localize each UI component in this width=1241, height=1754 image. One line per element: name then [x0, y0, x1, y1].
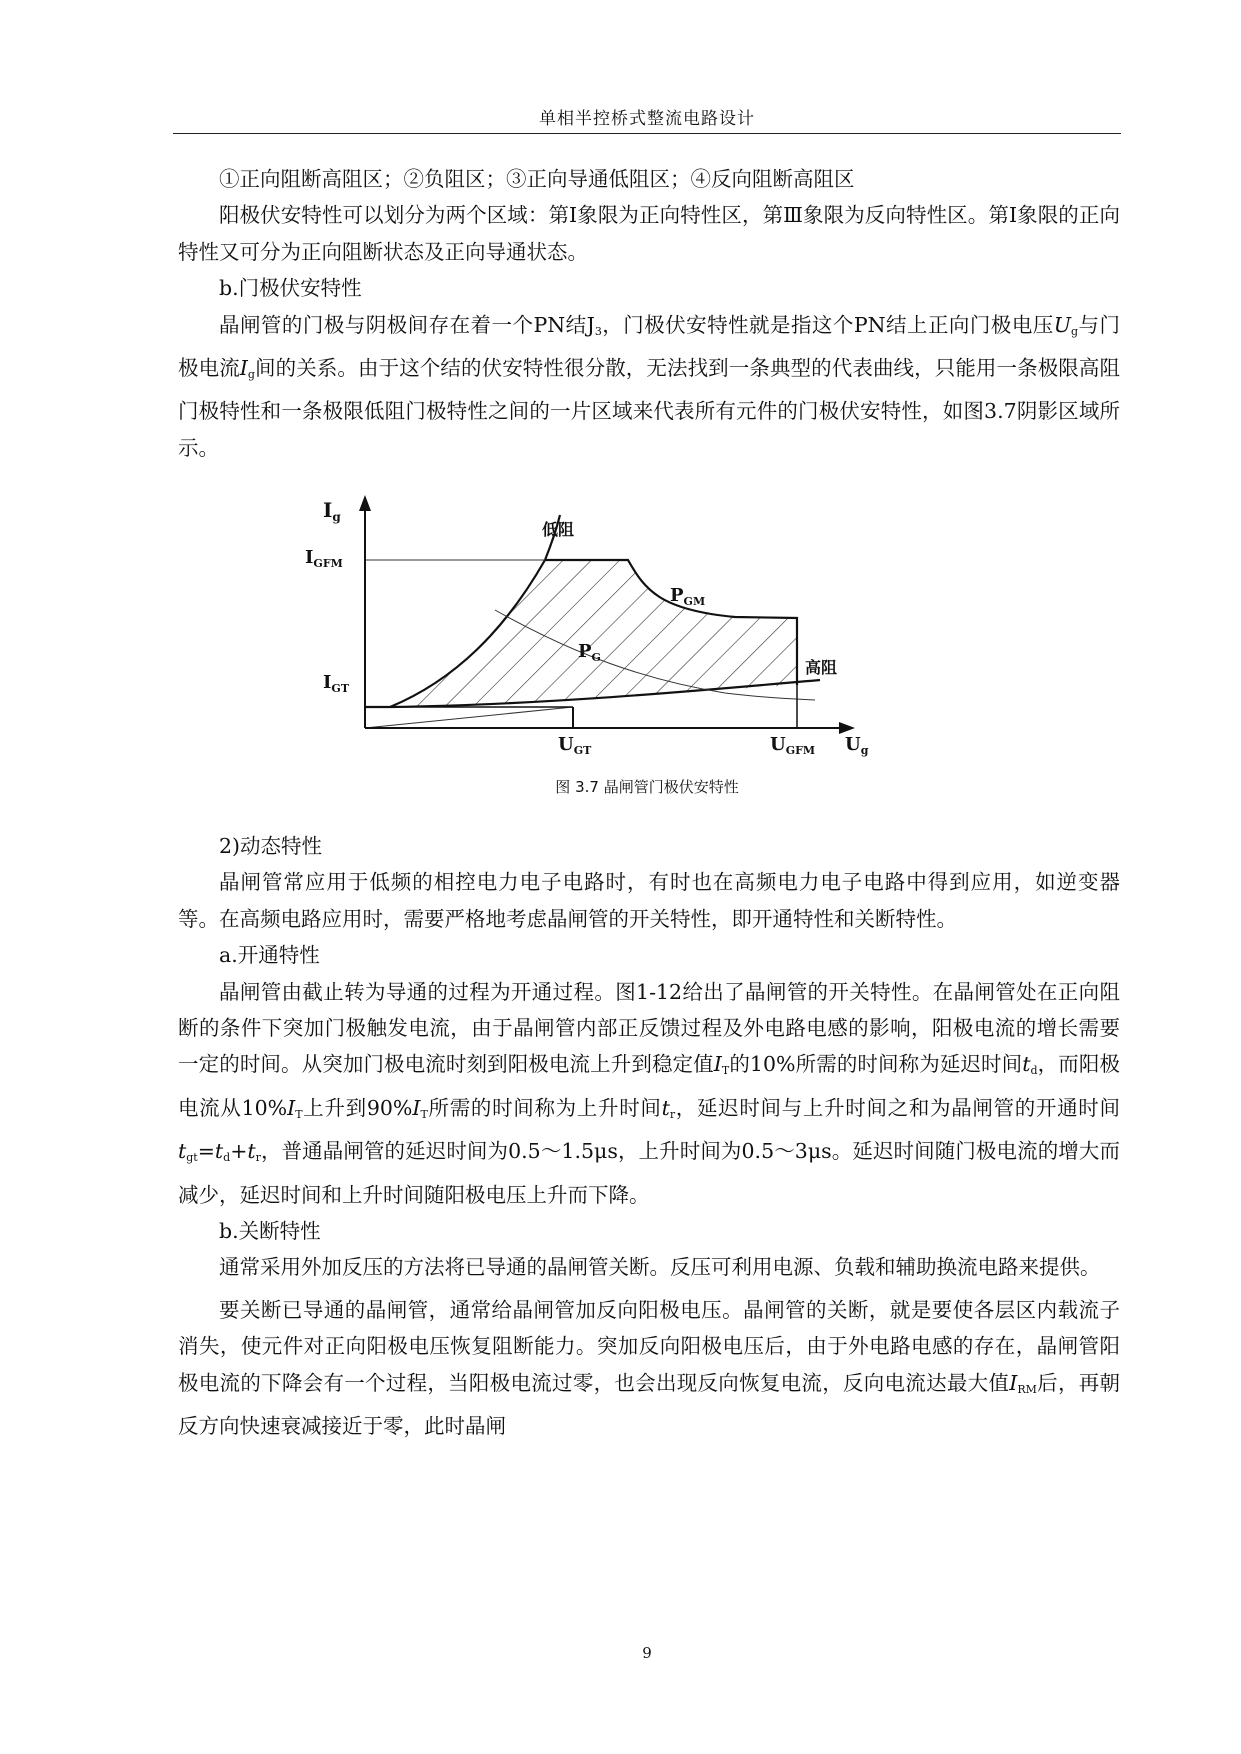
text-block-top: [178, 161, 1120, 466]
heading-gate-characteristic: b.门极伏安特性: [219, 276, 362, 301]
paragraph-turn-on: 晶闸管由截止转为导通的过程为开通过程。图1-12给出了晶闸管的开关特性。在晶闸管处在正向阻断的条件下突加门极触发电流，由于晶闸管内部正反馈过程及外电路电感的影响，阳极电流的增长需要一定的时间。从突加门极电流时刻到阳极电流上升到稳定值$I_T$的10%所需的时间称为延迟时间$t_d$，而阳极电流从$10\%I_T$上升到$90\%I_T$所需的时间称为上升时间$t_r$，延迟时间与上升时间之和为晶闸管的开通时间$t_{gt}=t_d+t_r$，普通晶闸管的延迟时间为0.5～1.5μs，上升时间为0.5～3μs。延迟时间随门极电流的增大而减少，延迟时间和上升时间随阳极电压上升而下降。: [178, 979, 1121, 1207]
paragraph-anode-characteristic: 阳极伏安特性可以划分为两个区域：第Ⅰ象限为正向特性区，第Ⅲ象限为反向特性区。第Ⅰ象限的正向特性又可分为正向阻断状态及正向导通状态。: [178, 203, 1120, 264]
gate-characteristic-diagram: [305, 495, 960, 765]
ugfm-label: $U_{GFM}$: [770, 734, 816, 757]
x-axis-arrow: [839, 722, 855, 734]
paragraph-region-list: ①正向阻断高阻区；②负阻区；③正向导通低阻区；④反向阻断高阻区: [219, 167, 855, 191]
heading-turn-on: a.开通特性: [219, 943, 320, 968]
paragraph-turn-off-process: 要关断已导通的晶闸管，通常给晶闸管加反向阳极电压。晶闸管的关断，就是要使各层区内载流子消失，使元件对正向阳极电压恢复阻断能力。突加反向阳极电压后，由于外电路电感的存在，晶闸管阳极电流的下降会有一个过程，当阳极电流过零，也会出现反向恢复电流，反向电流达最大值$I_{RM}$后，再朝反方向快速衰减接近于零，此时晶闸: [178, 1297, 1121, 1439]
paragraph-gate-characteristic: 晶闸管的门极与阴极间存在着一个PN结$J_3$，门极伏安特性就是指这个PN结上正向门极电压$U_g$与门极电流$I_g$间的关系。由于这个结的伏安特性很分散，无法找到一条典型的代表曲线，只能用一条极限高阻门极特性和一条极限低阻门极特性之间的一片区域来代表所有元件的门极伏安特性，如图3.7阴影区域所示。: [178, 312, 1121, 460]
x-axis-label: $U_g$: [845, 734, 869, 757]
heading-turn-off: b.关断特性: [219, 1219, 321, 1244]
ugt-label: $U_{GT}$: [558, 734, 592, 757]
page-header: 单相半控桥式整流电路设计: [539, 109, 755, 129]
low-resistance-label: 低阻: [542, 520, 575, 539]
origin-diagonal: [365, 707, 573, 728]
figure-caption: 图 3.7 晶闸管门极伏安特性: [555, 778, 739, 796]
y-axis-arrow: [359, 495, 371, 511]
y-axis-label: $I_g$: [323, 498, 341, 524]
igfm-label: $I_{GFM}$: [305, 547, 343, 570]
shaded-gate-region: [390, 560, 797, 707]
heading-dynamic-characteristic: 2)动态特性: [219, 834, 323, 858]
pgm-label: $P_{GM}$: [670, 585, 706, 608]
igt-label: $I_{GT}$: [323, 672, 350, 695]
page-number: 9: [642, 1644, 652, 1662]
pg-label: $P_G$: [578, 641, 601, 664]
paragraph-turn-off-method: 通常采用外加反压的方法将已导通的晶闸管关断。反压可利用电源、负载和辅助换流电路来提供。: [219, 1255, 1101, 1280]
header-rule: [173, 133, 1121, 134]
paragraph-dynamic-intro: 晶闸管常应用于低频的相控电力电子电路时，有时也在高频电力电子电路中得到应用，如逆变器等。在高频电路应用时，需要严格地考虑晶闸管的开关特性，即开通特性和关断特性。: [178, 870, 1120, 931]
high-resistance-label: 高阻: [805, 658, 838, 677]
gate-characteristic-figure: [305, 495, 960, 765]
text-block-bottom: [178, 828, 1120, 1445]
